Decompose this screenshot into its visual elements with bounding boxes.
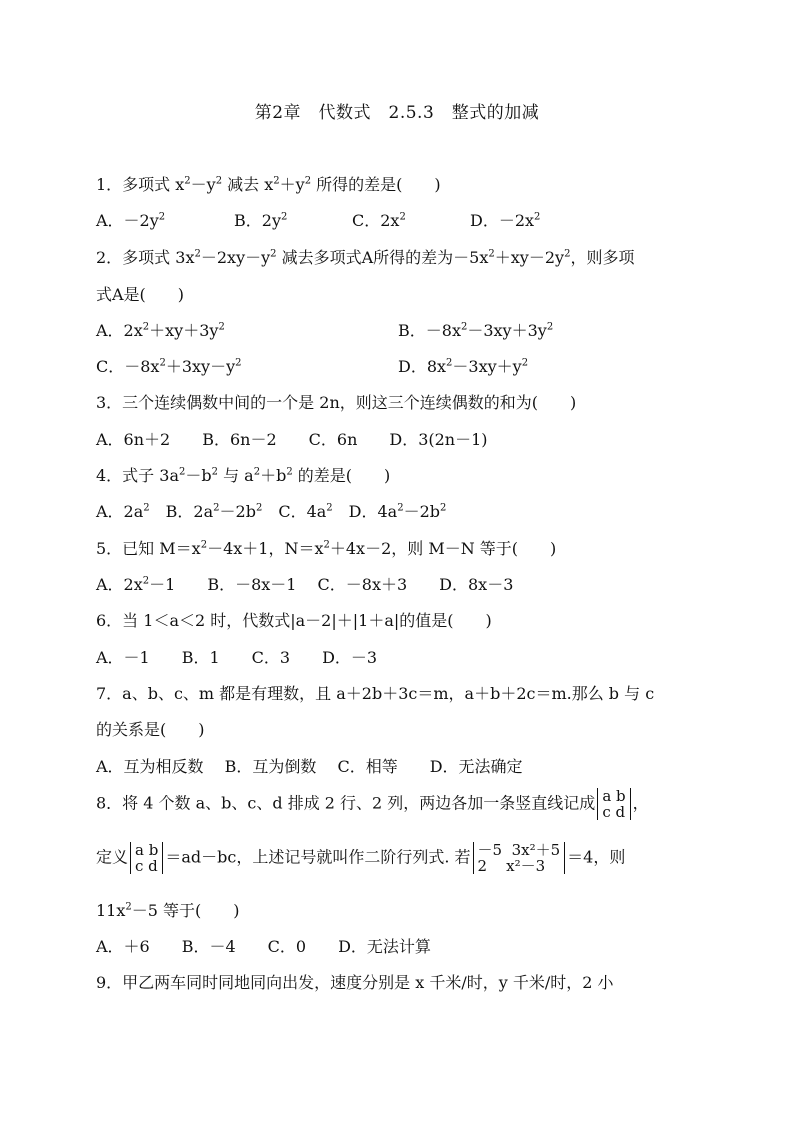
q2-option-b: B．$-8x^2-3xy+3y^2$ xyxy=(398,321,554,340)
q1-option-c: C．$2x^2$ xyxy=(352,211,406,230)
q5-options: A．$2x^2-1$ B．－8x－1 C．－8x＋3 D．8x－3 xyxy=(96,575,514,594)
q4-options: A．$2a^2$ B．$2a^2-2b^2$ C．$4a^2$ D．$4a^2-2b^2$ xyxy=(96,502,447,521)
question-7-line-1: 7．a、b、c、m 都是有理数，且 a＋2b＋3c＝m，a＋b＋2c＝m.那么 b 与 c xyxy=(96,684,655,703)
determinant-abcd: a b c d xyxy=(597,788,630,820)
q8-options: A．＋6 B．－4 C．0 D．无法计算 xyxy=(96,937,431,956)
question-8-line-2: 定义 a b c d ＝ad－bc，上述记号就叫作二阶行列式. 若 －5 3x²＋5 2 x²－3 ＝4，则 xyxy=(96,841,626,875)
q6-options: A．－1 B．1 C．3 D．－3 xyxy=(96,648,378,667)
page-title: 第2章 代数式 2.5.3 整式的加减 xyxy=(254,103,540,123)
q1-option-b: B．$2y^2$ xyxy=(234,211,288,230)
question-1: 1．多项式 $x^2-y^2$ 减去 $x^2+y^2$ 所得的差是( ) xyxy=(96,175,441,194)
q2-option-d: D．$8x^2-3xy+y^2$ xyxy=(398,357,529,376)
question-3: 3．三个连续偶数中间的一个是 2n，则这三个连续偶数的和为( ) xyxy=(96,393,577,412)
q3-options: A．6n＋2 B．6n－2 C．6n D．3(2n－1) xyxy=(96,430,488,449)
question-5: 5．已知 $M=x^2-4x+1$，$N=x^2+4x-2$，则 M－N 等于( ) xyxy=(96,539,557,558)
determinant-given: －5 3x²＋5 2 x²－3 xyxy=(473,842,566,874)
question-2-line-2: 式A是( ) xyxy=(96,285,185,304)
q2-option-c: C．$-8x^2+3xy-y^2$ xyxy=(96,357,242,376)
question-9: 9．甲乙两车同时同地同向出发，速度分别是 x 千米/时，y 千米/时，2 小 xyxy=(96,973,614,992)
question-8-line-3: $11x^2-5$ 等于( ) xyxy=(96,901,240,920)
q2-option-a: A．$2x^2+xy+3y^2$ xyxy=(96,321,225,340)
question-4: 4．式子 $3a^2-b^2$ 与 $a^2+b^2$ 的差是( ) xyxy=(96,466,391,485)
question-2-line-1: 2．多项式 $3x^2-2xy-y^2$ 减去多项式A所得的差为$-5x^2+xy-2y^2$，则多项 xyxy=(96,248,635,267)
q1-option-a: A．$-2y^2$ xyxy=(96,211,166,230)
q1-option-d: D．$-2x^2$ xyxy=(470,211,541,230)
determinant-definition: a b c d xyxy=(130,842,163,874)
question-7-line-2: 的关系是( ) xyxy=(96,720,205,739)
question-8-line-1: 8．将 4 个数 a、b、c、d 排成 2 行、2 列，两边各加一条竖直线记成 a b c d ， xyxy=(96,787,649,821)
q7-options: A．互为相反数 B．互为倒数 C．相等 D．无法确定 xyxy=(96,757,523,776)
question-6: 6．当 1＜a＜2 时，代数式|a－2|＋|1＋a|的值是( ) xyxy=(96,611,492,630)
